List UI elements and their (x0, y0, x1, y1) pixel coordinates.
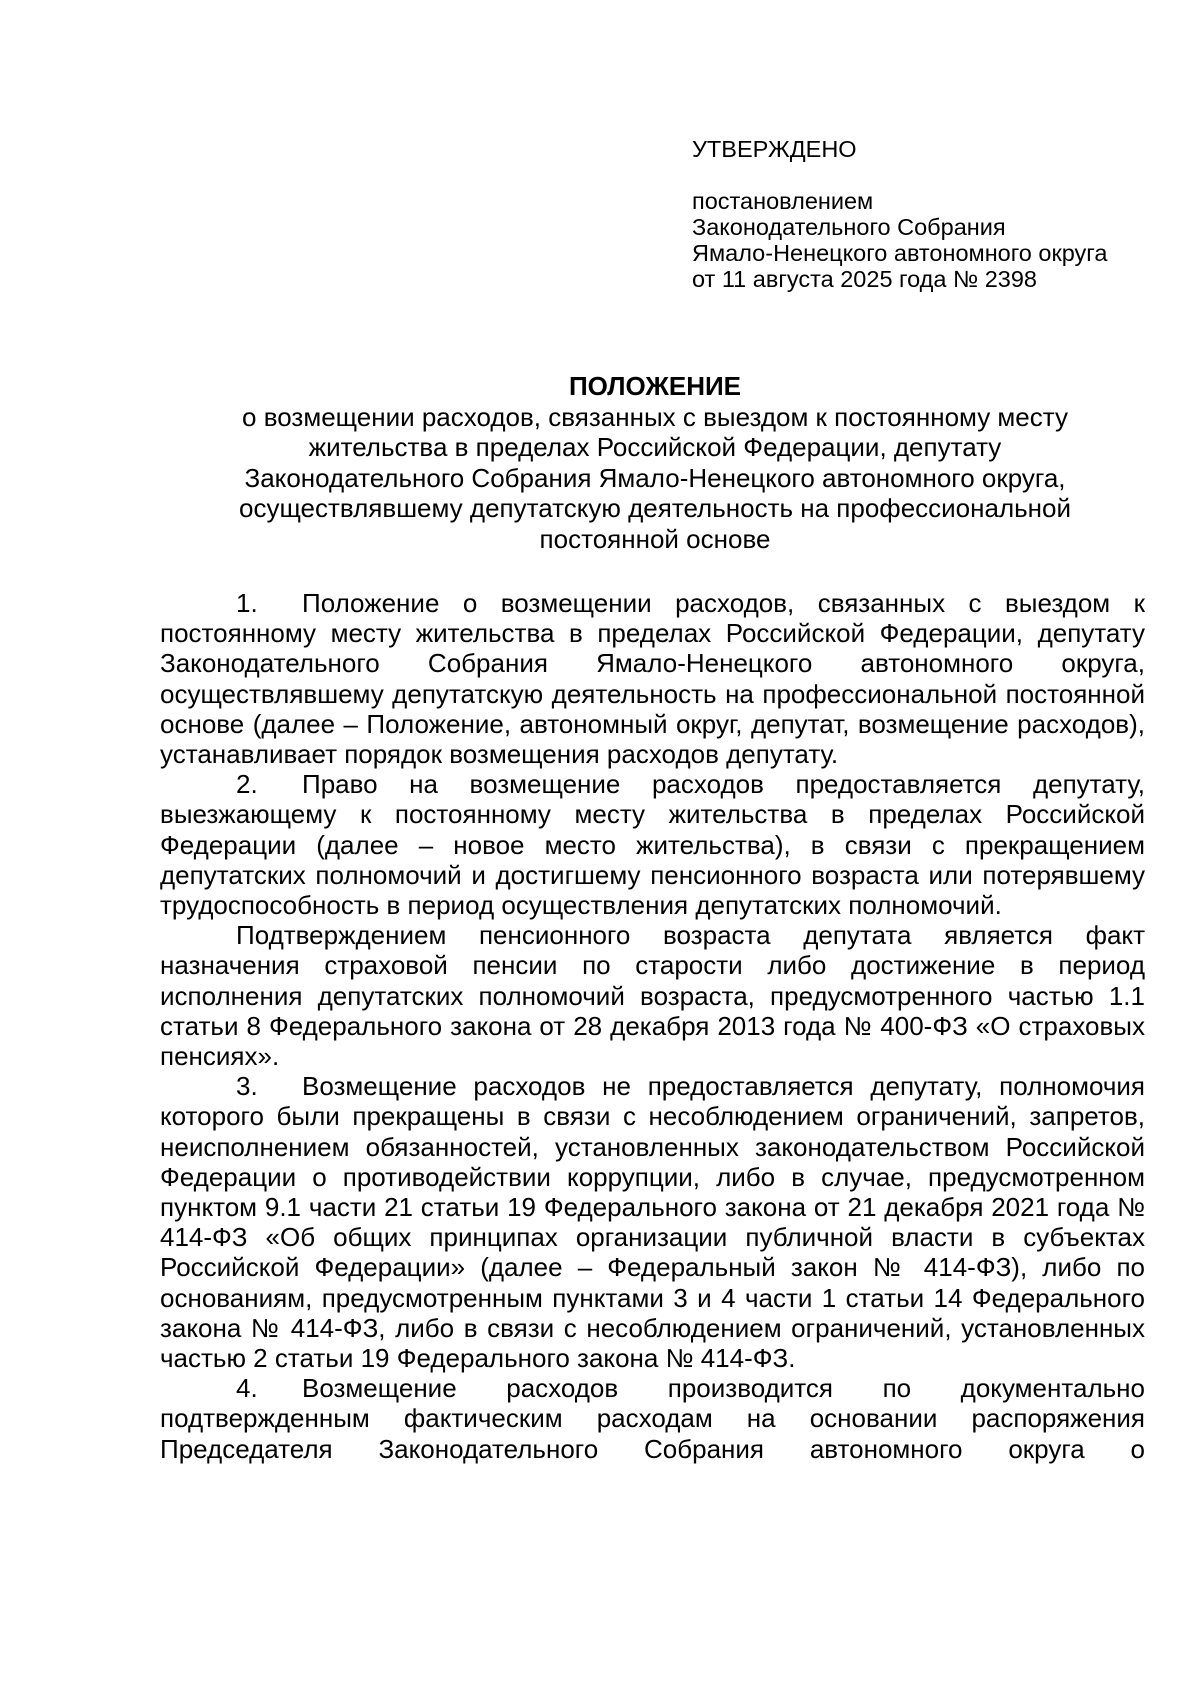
document-title-block (150, 371, 1160, 554)
paragraph-number: 3. (236, 1071, 258, 1102)
document-subtitle-line: о возмещении расходов, связанных с выездом к постоянному месту (242, 401, 1068, 432)
paragraph-number: 2. (236, 769, 258, 800)
approval-block (692, 136, 1162, 292)
paragraph-2 (160, 769, 1145, 920)
paragraph-text: Подтверждением пенсионного возраста депутата является факт назначения страховой пенсии по старости либо достижение в период исполнения депутатских полномочий возраста, предусмотренного частью 1.1 статьи 8 Федерального закона от 28 декабря 2013 года № 400-ФЗ «О страховых пенсиях». (160, 920, 1145, 1072)
document-subtitle-line: осуществлявшему депутатскую деятельность на профессиональной (238, 493, 1072, 523)
approved-stamp-text: УТВЕРЖДЕНО (692, 136, 857, 162)
paragraph-text: Положение о возмещении расходов, связанных с выездом к постоянному месту жительства в пределах Российской Федерации, депутату Законодательного Собрания Ямало-Ненецкого автономного округа, осуществлявшему депутатскую деятельность на профессиональной постоянной основе (далее – Положение, автономный округ, депутат, возмещение расходов), устанавливает порядок возмещения расходов депутату. (160, 588, 1145, 770)
paragraph-3 (160, 1071, 1145, 1373)
paragraph-text: Возмещение расходов не предоставляется депутату, полномочия которого были прекращены в связи с несоблюдением ограничений, запретов, неисполнением обязанностей, установленных законодательством Российской Федерации о противодействии коррупции, либо в случае, предусмотренном пунктом 9.1 части 21 статьи 19 Федерального закона от 21 декабря 2021 года № 414-ФЗ «Об общих принципах организации публичной власти в субъектах Российской Федерации» (далее – Федеральный закон № 414-ФЗ), либо по основаниям, предусмотренным пунктами 3 и 4 части 1 статьи 14 Федерального закона № 414-ФЗ, либо в связи с несоблюдением ограничений, установленных частью 2 статьи 19 Федерального закона № 414-ФЗ. (160, 1071, 1145, 1374)
document-body (160, 588, 1145, 1464)
paragraph-number: 1. (236, 588, 258, 618)
document-title: ПОЛОЖЕНИЕ (568, 371, 742, 401)
paragraph-4 (160, 1373, 1145, 1464)
approval-line: от 11 августа 2025 года № 2398 (692, 266, 1037, 292)
document-subtitle-line: постоянной основе (539, 523, 771, 554)
approval-line: Ямало-Ненецкого автономного округа (692, 240, 1108, 266)
paragraph-number: 4. (236, 1373, 258, 1404)
document-subtitle-line: жительства в пределах Российской Федерации, депутату (308, 432, 1002, 462)
paragraph-text: Возмещение расходов производится по документально подтвержденным фактическим расходам на основании распоряжения Председателя Законодательного Собрания автономного округа о (160, 1373, 1145, 1464)
approval-line: Законодательного Собрания (692, 214, 1006, 240)
paragraph-2-continuation (160, 920, 1145, 1071)
document-subtitle-line: Законодательного Собрания Ямало-Ненецкого автономного округа, (244, 462, 1066, 493)
paragraph-text: Право на возмещение расходов предоставляется депутату, выезжающему к постоянному месту жительства в пределах Российской Федерации (далее – новое место жительства), в связи с прекращением депутатских полномочий и достигшему пенсионного возраста или потерявшему трудоспособность в период осуществления депутатских полномочий. (160, 769, 1145, 921)
paragraph-1 (160, 588, 1145, 769)
approval-line: постановлением (692, 188, 874, 214)
